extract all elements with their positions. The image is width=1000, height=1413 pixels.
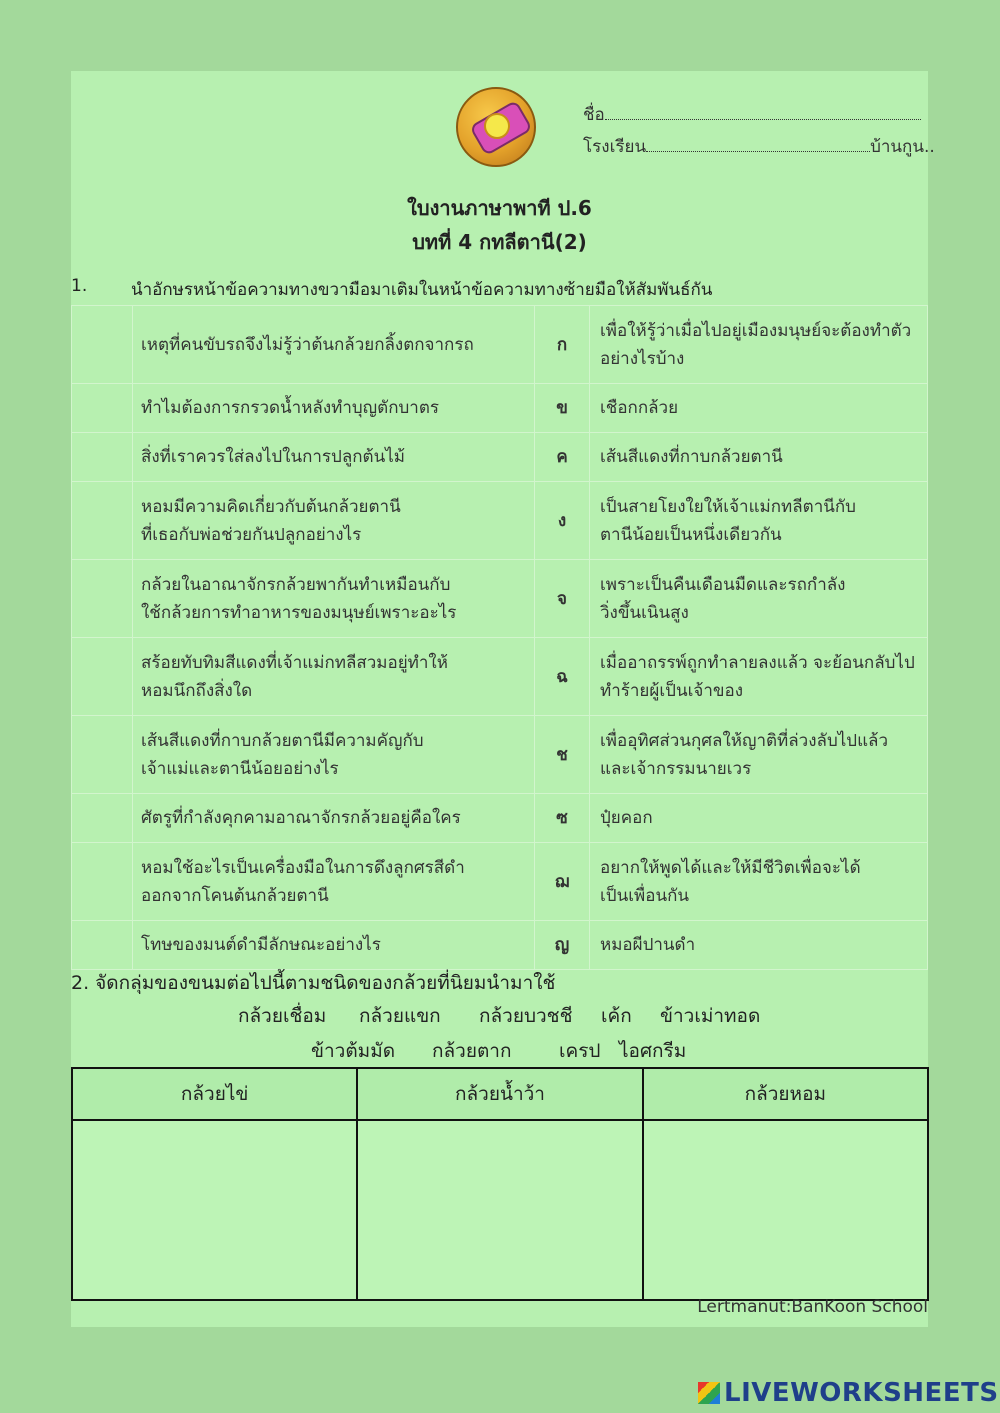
answer-blank[interactable] — [72, 560, 133, 638]
question-cell: เส้นสีแดงที่กาบกล้วยตานีมีความคัญกับ เจ้าแม่และตานีน้อยอย่างไร — [133, 716, 535, 794]
choice-cell: อยากให้พูดได้และให้มีชีวิตเพื่อจะได้ เป็นเพื่อนกัน — [590, 843, 928, 921]
name-dotted-line — [605, 107, 921, 120]
column-header: กล้วยหอม — [643, 1068, 928, 1120]
answer-blank[interactable] — [72, 843, 133, 921]
choice-letter: ค — [535, 433, 590, 482]
column-header: กล้วยไข่ — [72, 1068, 357, 1120]
table-row — [72, 384, 928, 433]
choice-cell: เส้นสีแดงที่กาบกล้วยตานี — [590, 433, 928, 482]
answer-blank[interactable] — [72, 306, 133, 384]
word-item[interactable]: ข้าวต้มมัด — [311, 1040, 396, 1062]
table-row — [72, 794, 928, 843]
lesson-title: บทที่ 4 กทลีตานี(2) — [412, 230, 587, 254]
drop-zone[interactable] — [357, 1120, 642, 1300]
question-cell: สร้อยทับทิมสีแดงที่เจ้าแม่กทลีสวมอยู่ทำให้ หอมนึกถึงสิ่งใด — [133, 638, 535, 716]
section2-instruction: 2. จัดกลุ่มของขนมต่อไปนี้ตามชนิดของกล้วยที่นิยมนำมาใช้ — [71, 972, 556, 994]
choice-cell: เพื่ออุทิศส่วนกุศลให้ญาติที่ล่วงลับไปแล้ว และเจ้ากรรมนายเวร — [590, 716, 928, 794]
question-cell: กล้วยในอาณาจักรกล้วยพากันทำเหมือนกับ ใช้กล้วยการทำอาหารของมนุษย์เพราะอะไร — [133, 560, 535, 638]
table-row — [72, 306, 928, 384]
word-bank-row2 — [311, 1036, 395, 1066]
choice-letter: ซ — [535, 794, 590, 843]
choice-letter: จ — [535, 560, 590, 638]
word-bank-row1 — [479, 1001, 572, 1031]
question-cell: เหตุที่คนขับรถจึงไม่รู้ว่าต้นกล้วยกลิ้งตกจากรถ — [133, 306, 535, 384]
school-line — [583, 133, 935, 160]
choice-letter: ก — [535, 306, 590, 384]
question-cell: โทษของมนต์ดำมีลักษณะอย่างไร — [133, 921, 535, 970]
answer-blank[interactable] — [72, 794, 133, 843]
word-bank-row2 — [559, 1036, 600, 1066]
word-item[interactable]: กล้วยเชื่อม — [238, 1005, 327, 1027]
table-row — [72, 560, 928, 638]
matching-table — [71, 305, 928, 970]
table-row — [72, 921, 928, 970]
section1-number: 1. — [71, 276, 88, 296]
column-header: กล้วยน้ำว้า — [357, 1068, 642, 1120]
name-label: ชื่อ — [583, 105, 605, 125]
choice-cell: หมอผีปานดำ — [590, 921, 928, 970]
word-bank-row1 — [601, 1001, 632, 1031]
village-label: บ้านกูน.. — [870, 137, 935, 157]
table-row — [72, 843, 928, 921]
question-cell: ศัตรูที่กำลังคุกคามอาณาจักรกล้วยอยู่คือใคร — [133, 794, 535, 843]
word-item[interactable]: เค้ก — [601, 1005, 632, 1027]
word-item[interactable]: เครป — [559, 1040, 601, 1062]
word-item[interactable]: กล้วยตาก — [432, 1040, 512, 1062]
table-header-row — [72, 1068, 928, 1120]
drop-zone[interactable] — [643, 1120, 928, 1300]
answer-blank[interactable] — [72, 482, 133, 560]
question-cell: สิ่งที่เราควรใส่ลงไปในการปลูกต้นไม้ — [133, 433, 535, 482]
word-item[interactable]: กล้วยบวชชี — [479, 1005, 573, 1027]
answer-blank[interactable] — [72, 433, 133, 482]
answer-blank[interactable] — [72, 921, 133, 970]
choice-cell: เมื่ออาถรรพ์ถูกทำลายลงแล้ว จะย้อนกลับไป ทำร้ายผู้เป็นเจ้าของ — [590, 638, 928, 716]
choice-cell: ปุ๋ยคอก — [590, 794, 928, 843]
choice-cell: เป็นสายโยงใยให้เจ้าแม่กทลีตานีกับ ตานีน้อยเป็นหนึ่งเดียวกัน — [590, 482, 928, 560]
grouping-table — [71, 1067, 929, 1301]
word-bank-row2 — [432, 1036, 511, 1066]
word-bank-row1 — [359, 1001, 441, 1031]
table-row — [72, 433, 928, 482]
table-row — [72, 482, 928, 560]
word-item[interactable]: ข้าวเม่าทอด — [660, 1005, 761, 1027]
brand-text: LIVEWORKSHEETS — [724, 1378, 999, 1408]
question-cell: หอมใช้อะไรเป็นเครื่องมือในการดึงลูกศรสีดำ ออกจากโคนต้นกล้วยตานี — [133, 843, 535, 921]
school-label: โรงเรียน — [583, 137, 647, 157]
answer-blank[interactable] — [72, 716, 133, 794]
choice-cell: เพื่อให้รู้ว่าเมื่อไปอยู่เมืองมนุษย์จะต้องทำตัว อย่างไรบ้าง — [590, 306, 928, 384]
live-icon — [698, 1382, 720, 1404]
worksheet-page — [71, 71, 935, 1327]
table-row — [72, 716, 928, 794]
word-item[interactable]: กล้วยแขก — [359, 1005, 441, 1027]
flower-icon — [484, 113, 510, 139]
table-row — [72, 1120, 928, 1300]
word-item[interactable]: ไอศกรีม — [619, 1040, 687, 1062]
question-cell: หอมมีความคิดเกี่ยวกับต้นกล้วยตานี ที่เธอกับพ่อช่วยกันปลูกอย่างไร — [133, 482, 535, 560]
choice-cell: เชือกกล้วย — [590, 384, 928, 433]
word-bank-row1 — [660, 1001, 760, 1031]
choice-letter: ญ — [535, 921, 590, 970]
choice-letter: ฌ — [535, 843, 590, 921]
pencil-flower-logo — [456, 87, 536, 167]
table-row — [72, 638, 928, 716]
credit-text: Lertmanut:BanKoon School — [697, 1297, 928, 1317]
choice-cell: เพราะเป็นคืนเดือนมืดและรถกำลัง วิ่งขึ้นเนินสูง — [590, 560, 928, 638]
liveworksheets-logo — [698, 1378, 999, 1408]
choice-letter: ง — [535, 482, 590, 560]
section1-text: นำอักษรหน้าข้อความทางขวามือมาเติมในหน้าข้อความทางซ้ายมือให้สัมพันธ์กัน — [131, 280, 713, 300]
answer-blank[interactable] — [72, 384, 133, 433]
choice-letter: ฉ — [535, 638, 590, 716]
word-bank-row1 — [238, 1001, 326, 1031]
school-dotted-line — [646, 139, 870, 152]
answer-blank[interactable] — [72, 638, 133, 716]
choice-letter: ช — [535, 716, 590, 794]
question-cell: ทำไมต้องการกรวดน้ำหลังทำบุญตักบาตร — [133, 384, 535, 433]
name-line — [583, 101, 921, 128]
choice-letter: ข — [535, 384, 590, 433]
worksheet-title: ใบงานภาษาพาที ป.6 — [407, 196, 592, 220]
drop-zone[interactable] — [72, 1120, 357, 1300]
word-bank-row2 — [619, 1036, 686, 1066]
